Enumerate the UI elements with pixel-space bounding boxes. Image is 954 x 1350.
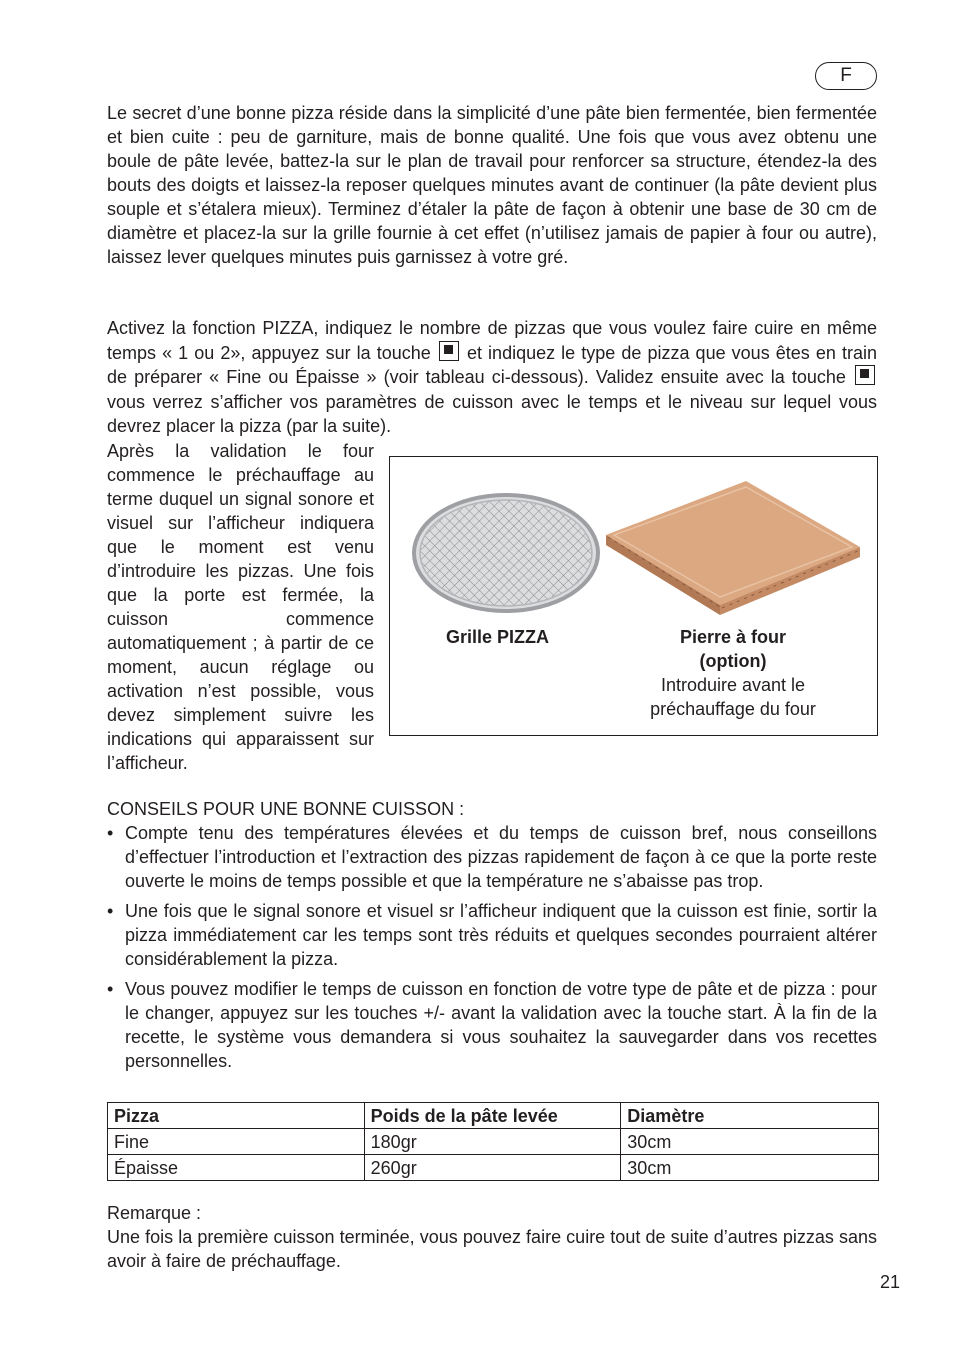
table-cell: Fine [108, 1129, 365, 1155]
table-cell: 30cm [621, 1155, 879, 1181]
pizza-dough-table [107, 1102, 879, 1181]
activation-text-2: et indiquez le type de pizza que vous êtes en train de préparer « Fine ou Épaisse » (voir tableau ci-dessous). Validez ensuite avec la touche [107, 342, 877, 387]
table-cell: Épaisse [108, 1155, 365, 1181]
column-header: Poids de la pâte levée [364, 1103, 621, 1129]
stop-key-icon [439, 341, 459, 361]
stone-caption-option: (option) [699, 651, 767, 671]
conseils-list [107, 821, 877, 1079]
table-cell: 30cm [621, 1129, 879, 1155]
pizza-grille-image [410, 491, 602, 615]
activation-text-1: Activez la fonction PIZZA, indiquez le nombre de pizzas que vous voulez faire cuire en même temps « 1 ou 2», appuyez sur la touche [107, 318, 877, 363]
remark-text: Une fois la première cuisson terminée, vous pouvez faire cuire tout de suite d’autres pizzas sans avoir à faire de préchauffage. [107, 1227, 877, 1271]
table-row [108, 1129, 879, 1155]
table-cell: 180gr [364, 1129, 621, 1155]
accessories-figure [389, 456, 878, 736]
intro-paragraph: Le secret d’une bonne pizza réside dans la simplicité d’une pâte bien fermentée, bien fermentée et bien cuite : peu de garniture, mais de bonne qualité. Une fois que vous avez obtenu une boule de pâte levée, battez-la sur le plan de travail pour renforcer sa structure, étendez-la des bouts des doigts et laissez-la reposer quelques minutes avant de continuer (la pâte devient plus souple et s’étalera mieux). Terminez d’étaler la pâte de façon à obtenir une base de 30 cm de diamètre et placez-la sur la grille fournie à cet effet (n’utilisez jamais de papier à four ou autre), laissez lever quelques minutes puis garnissez à votre gré. [107, 103, 877, 267]
stone-caption-note-1: Introduire avant le [660, 675, 806, 695]
activation-paragraph [107, 316, 877, 439]
page-number: 21 [880, 1272, 901, 1292]
stop-key-icon [855, 365, 875, 385]
conseil-item: • Une fois que le signal sonore et visuel sr l’afficheur indiquent que la cuisson est finie, sortir la pizza immédiatement car les temps sont très réduits et quelques secondes pourraient altérer considérablement la pizza. [107, 899, 877, 971]
grille-pizza-caption: Grille PIZZA [445, 627, 550, 647]
stone-caption-note-2: préchauffage du four [650, 699, 816, 719]
conseil-item: • Compte tenu des températures élevées et du temps de cuisson bref, nous conseillons d’effectuer l’introduction et l’extraction des pizzas rapidement de façon à ce que la porte reste ouverte le moins de temps possible et que la température ne s’abaisse pas trop. [107, 821, 877, 893]
pizza-stone-image [602, 477, 864, 617]
preheat-paragraph: Après la validation le four commence le préchauffage au terme duquel un signal sonore et visuel sur l’afficheur indiquera que le moment est venu d’introduire les pizzas. Une fois que la porte est fermée, la cuisson commence automatiquement ; à partir de ce moment, aucun réglage ou activation n’est possible, vous devez simplement suivre les indications qui apparaissent sur l’afficheur. [107, 441, 374, 773]
activation-text-3: vous verrez s’afficher vos paramètres de cuisson avec le temps et le niveau sur lequel vous devrez placer la pizza (par la suite). [107, 391, 877, 436]
stone-caption-title: Pierre à four [679, 627, 787, 647]
remark-title: Remarque : [107, 1203, 202, 1223]
language-badge: F [815, 62, 877, 90]
conseils-title: CONSEILS POUR UNE BONNE CUISSON : [107, 799, 465, 819]
table-row [108, 1155, 879, 1181]
table-cell: 260gr [364, 1155, 621, 1181]
table-header-row [108, 1103, 879, 1129]
conseil-item: • Vous pouvez modifier le temps de cuisson en fonction de votre type de pâte et de pizza : pour le changer, appuyez sur les touches +/- avant la validation avec la touche start. À la fin de la recette, le système vous demandera si vous souhaitez la sauvegarder dans vos recettes personnelles. [107, 977, 877, 1073]
column-header: Diamètre [621, 1103, 879, 1129]
column-header: Pizza [108, 1103, 365, 1129]
pierre-a-four-caption [608, 625, 858, 721]
